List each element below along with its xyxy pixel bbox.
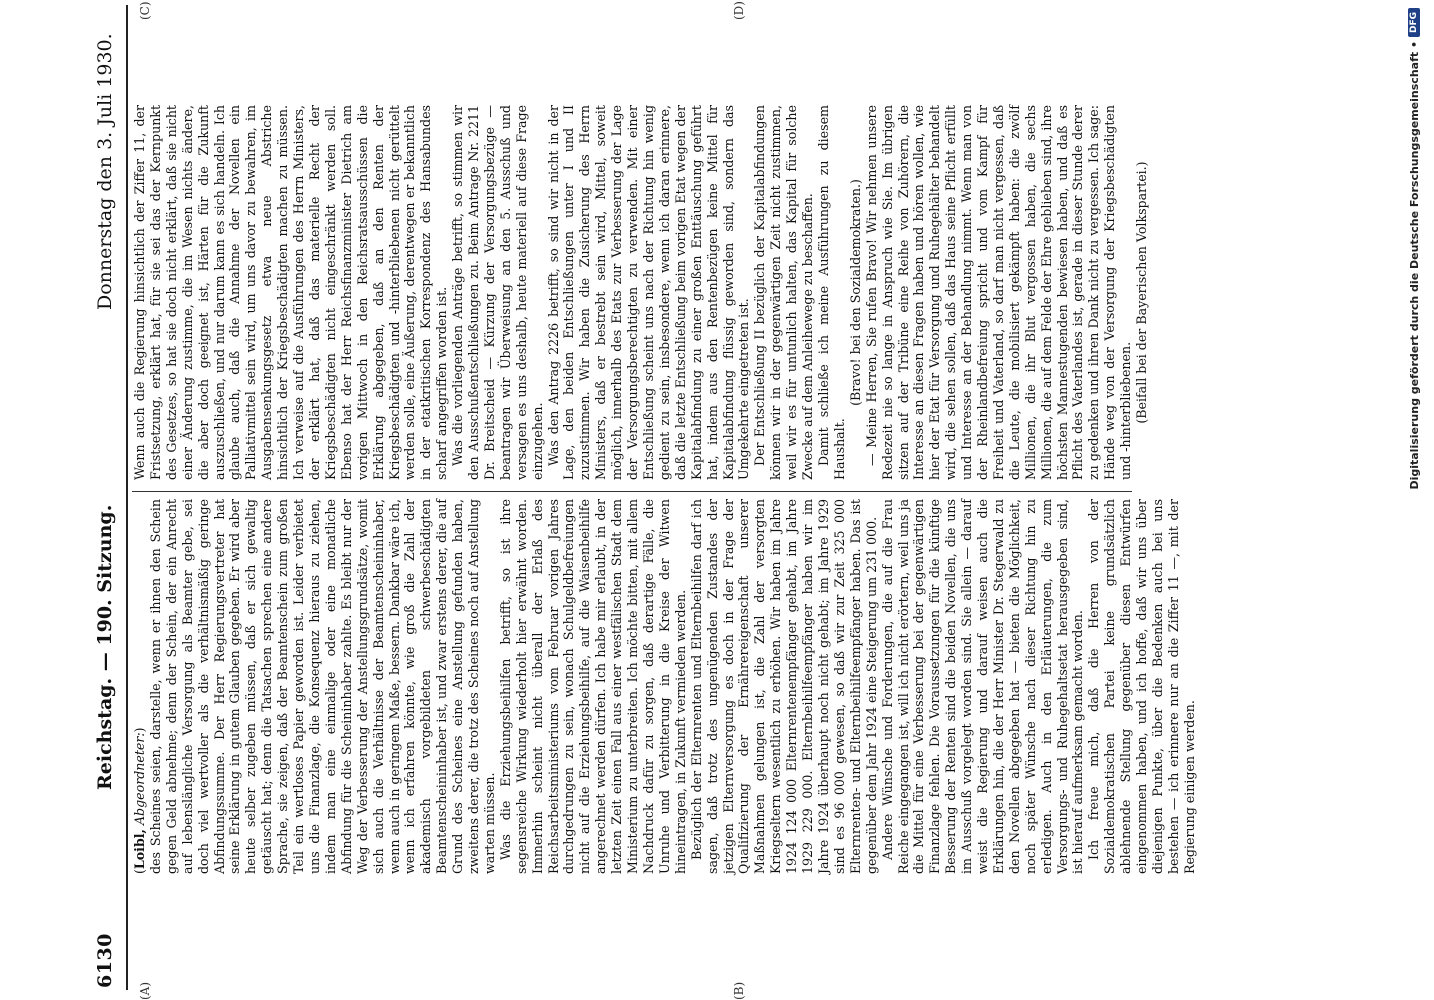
paragraph: Der Entschließung II bezüglich der Kapitalabfindungen können wir in der gegenwärtigen Zeit nicht zustimmen, weil wir es für untunlich halten, das Kapital für solche Zwecke auf dem Anleihewege zu beschaffen.	[752, 105, 816, 480]
session-title: Reichstag. — 190. Sitzung.	[94, 504, 116, 790]
paragraph: Andere Wünsche und Forderungen, die auf die Frau Reiche eingegangen ist, will ich nicht erörtern, weil uns ja die Mittel für eine Verbesserung bei der gegenwärtigen Finanzlage fehlen. Die Voraussetzungen für die künftige Besserung der Renten sind die beiden Novellen, die uns im Ausschuß vorgelegt worden sind. Sie allein — darauf weist die Regierung und darauf weisen auch die Erklärungen hin, die der Herr Minister Dr. Stegerwald zu den Novellen abgegeben hat — bieten die Möglichkeit, noch später Wünsche nach dieser Richtung hin zu erledigen. Auch in den Erläuterungen, die zum Versorgungs- und Ruhegehaltsetat herausgegeben sind, ist hierauf aufmerksam gemacht worden.	[879, 499, 1086, 874]
paragraph: Was den Antrag 2226 betrifft, so sind wir nicht in der Lage, den beiden Entschließungen unter I und II zuzustimmen. Wir haben die Zusicherung des Herrn Ministers, daß er bestrebt sein wird, Mittel, soweit möglich, innerhalb des Etats zur Verbesserung der Lage der Versorgungsberechtigten zu verwenden. Mit einer Entschließung scheint uns nach der Richtung hin wenig gedient zu sein, insbesondere, wenn ich daran erinnere, daß die letzte Entschließung beim vorigen Etat wegen der Kapitalabfindung zu einer großen Enttäuschung geführt hat, indem aus den Rentenbezügen keine Mittel für Kapitalabfindung flüssig geworden sind, sondern das Umgekehrte eingetreten ist.	[545, 105, 752, 480]
paragraph: — Meine Herren, Sie rufen Bravo! Wir nehmen unsere Redezeit nie so lange in Anspruch wie Sie. Im übrigen sitzen auf der Tribüne eine Reihe von Zuhörern, die Interesse an diesen Fragen haben und hören wollen, wie hier der Etat für Versorgung und Ruhegehälter behandelt wird, die sehen sollen, daß das Haus seine Pflicht erfüllt und Interesse an der Behandlung nimmt. Wenn man von der Rheinlandbefreiung spricht und vom Kampf für Freiheit und Vaterland, so darf man nicht vergessen, daß die Leute, die mobilisiert gekämpft haben: die zwölf Millionen, die ihr Blut vergossen haben, die sechs Millionen, die auf dem Felde der Ehre geblieben sind, ihre höchsten Mannestugenden bewiesen haben, und daß es Pflicht des Vaterlandes ist, gerade in dieser Stunde derer zu gedenken und ihren Dank nicht zu vergessen. Ich sage: Hände weg von der Versorgung der Kriegsbeschädigten und -hinterbliebenen.	[863, 105, 1134, 480]
interjection: (Bravo! bei den Sozialdemokraten.)	[847, 179, 863, 406]
paragraph: Was die vorliegenden Anträge betrifft, so stimmen wir den Ausschußentschließungen zu. Beim Antrage Nr. 2211 Dr. Breitscheid — Kürzung der Versorgungsbezüge — beantragen wir Überweisung an den 5. Ausschuß und versagen es uns deshalb, heute materiell auf diese Frage einzugehen.	[450, 105, 545, 480]
right-column	[132, 105, 1152, 480]
page-number: 6130	[94, 933, 116, 988]
running-head	[88, 0, 122, 1000]
speaker-name: Loibl,	[132, 829, 147, 870]
header-rule	[126, 5, 128, 990]
digitization-text: Digitalisierung gefördert durch die Deutsche Forschungsgemeinschaft •	[1407, 41, 1421, 490]
session-date: Donnerstag den 3. Juli 1930.	[94, 33, 116, 310]
paragraph: Bezüglich der Elternrenten und Elternbeihilfen darf ich sagen, daß trotz des ungenügenden Zustandes der jetzigen Elternversorgung es doch in der Frage der Qualifizierung der Ernährereigenschaft unserer Maßnahmen gelungen ist, die Zahl der versorgten Kriegseltern wesentlich zu erhöhen. Wir haben im Jahre 1924 124 000 Elternrentenempfänger gehabt, im Jahre 1929 229 000. Elternbeihilfeempfänger haben wir im Jahre 1924 überhaupt noch nicht gehabt; im Jahre 1929 sind es 96 000 gewesen, so daß wir zur Zeit 325 000 Elternrenten- und Elternbeihilfeempfänger haben. Das ist gegenüber dem Jahr 1924 eine Steigerung um 231 000.	[688, 499, 879, 874]
speaker-line: (Loibl, Abgeordneter:)	[132, 727, 147, 874]
margin-mark-d: (D)	[732, 1, 746, 20]
speaker-role: Abgeordneter:	[132, 732, 147, 826]
column-rule	[132, 491, 1132, 492]
margin-mark-c: (C)	[138, 1, 152, 20]
paragraph: Ich freue mich, daß die Herren von der Sozialdemokratischen Partei keine grundsätzlich ablehnende Stellung gegenüber diesen Entwürfen eingenommen haben, und ich hoffe, daß wir uns über diejenigen Punkte, über die Bedenken auch bei uns bestehen — ich erinnere nur an die Ziffer 11 —, mit der Regierung einigen werden.	[1086, 499, 1197, 874]
dfg-logo: DFG	[1408, 8, 1420, 37]
margin-mark-a: (A)	[138, 981, 152, 1000]
paragraph: Wenn auch die Regierung hinsichtlich der Ziffer 11, der Fristsetzung, erklärt hat, für sie sei das der Kernpunkt des Gesetzes, so hat sie doch nicht erklärt, daß sie nicht einer Änderung zustimme, die im Wesen nichts ändere, die aber doch geeignet ist, Härten für die Zukunft auszuschließen, und nur darum kann es sich handeln. Ich glaube auch, daß die Annahme der Novellen ein Palliativmittel sein wird, um uns davor zu bewahren, im Ausgabensenkungsgesetz etwa neue Abstriche hinsichtlich der Kriegsbeschädigten machen zu müssen. Ich verweise auf die Ausführungen des Herrn Ministers, der erklärt hat, daß das materielle Recht der Kriegsbeschädigten nicht eingeschränkt werden soll. Ebenso hat der Herr Reichsfinanzminister Dietrich am vorigen Mittwoch in den Reichsratsausschüssen die Erklärung abgegeben, daß an den Renten der Kriegsbeschädigten und -hinterbliebenen nicht gerüttelt werden solle, eine Äußerung, derentwegen er bekanntlich in der etatkritischen Korrespondenz des Hansabundes scharf angegriffen worden ist.	[132, 105, 450, 480]
left-column	[132, 499, 1197, 874]
margin-mark-b: (B)	[732, 981, 746, 1000]
digitization-note	[1403, 8, 1425, 992]
paragraph: des Scheines seien, darstelle, wenn er ihnen den Schein gegen Geld abnehme; denn der Schein, der ein Anrecht auf lebenslängliche Versorgung als Beamter gebe, sei doch viel wertvoller als die verhältnismäßig geringe Abfindungssumme. Der Herr Regierungsvertreter hat seine Erklärung in gutem Glauben gegeben. Er wird aber heute selber zugeben müssen, daß er sich gewaltig getäuscht hat; denn die Tatsachen sprechen eine andere Sprache, sie zeigen, daß der Beamtenschein zum großen Teil ein wertloses Papier geworden ist. Leider verbietet uns die Finanzlage, die Konsequenz hieraus zu ziehen, indem man eine einmalige oder eine monatliche Abfindung für die Scheininhaber zahlte. Es bleibt nur der Weg der Verbesserung der Anstellungsgrundsätze, womit sich auch die Verhältnisse der Beamtenscheininhaber, wenn auch in geringem Maße, bessern. Dankbar wäre ich, wenn ich erfahren könnte, wie groß die Zahl der akademisch vorgebildeten schwerbeschädigten Beamtenscheininhaber ist, und zwar erstens derer, die auf Grund des Scheines eine Anstellung gefunden haben, zweitens derer, die trotz des Scheines noch auf Anstellung warten müssen.	[147, 499, 497, 874]
paragraph: Damit schließe ich meine Ausführungen zu diesem Haushalt.	[815, 105, 847, 480]
interjection: (Beifall bei der Bayerischen Volkspartei.)	[1134, 161, 1150, 424]
paragraph: Was die Erziehungsbeihilfen betrifft, so ist ihre segensreiche Wirkung wiederholt hier erwähnt worden. Immerhin scheint nicht überall der Erlaß des Reichsarbeitsministeriums vom Februar vorigen Jahres durchgedrungen zu sein, wonach Schulgeldbefreiungen nicht auf die Erziehungsbeihilfe, auf die Waisenbeihilfe angerechnet werden dürfen. Ich habe mir erlaubt, in der letzten Zeit einen Fall aus einer westfälischen Stadt dem Ministerium zu unterbreiten. Ich möchte bitten, mit allem Nachdruck dafür zu sorgen, daß derartige Fälle, die Unruhe und Verbitterung in die Kreise der Witwen hineintragen, in Zukunft vermieden werden.	[497, 499, 688, 874]
